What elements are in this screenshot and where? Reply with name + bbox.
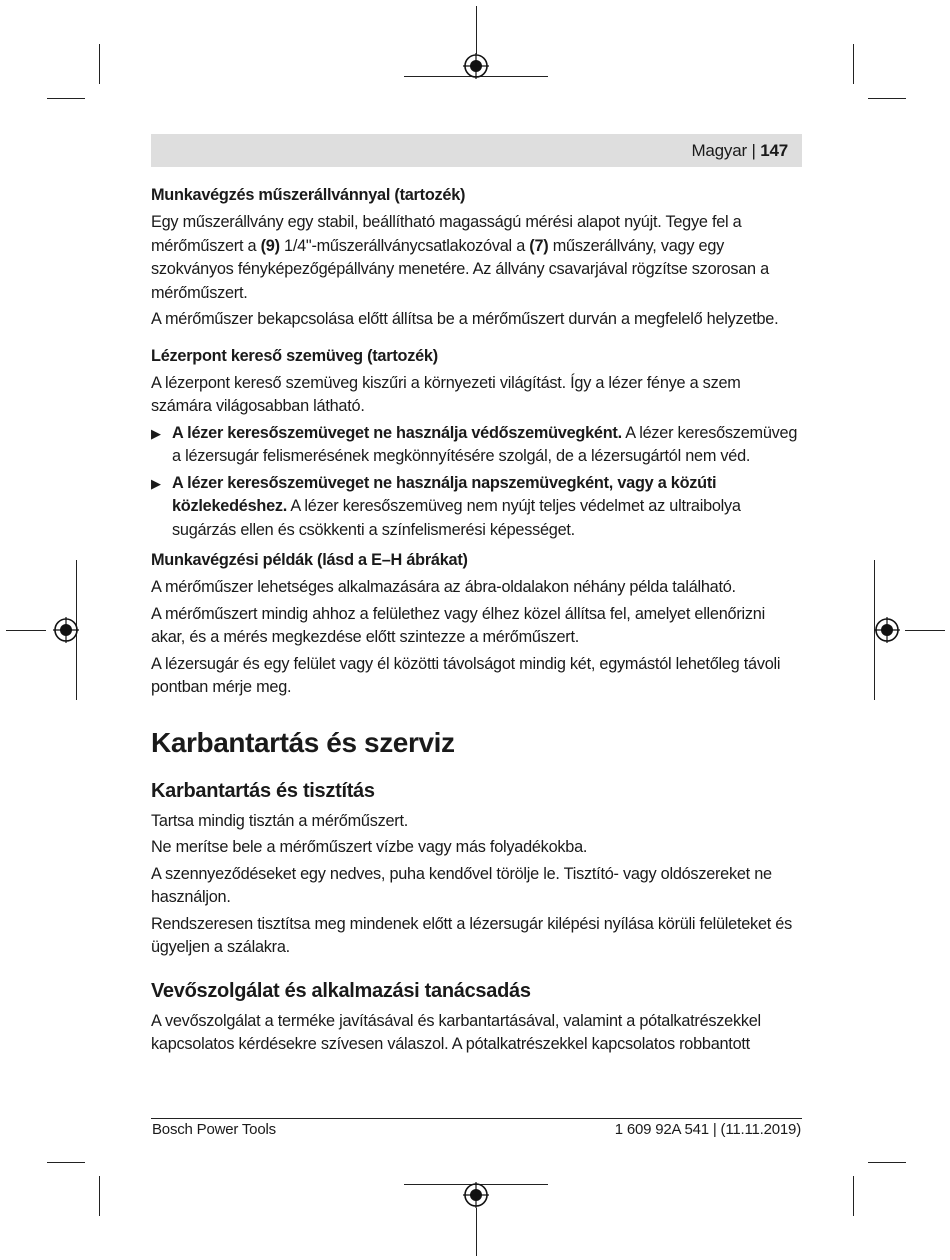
header-language: Magyar bbox=[691, 141, 747, 160]
section-title-examples: Munkavégzési példák (lásd a E–H ábrákat) bbox=[151, 551, 468, 569]
cleaning-paragraph-1: Tartsa mindig tisztán a mérőműszert. bbox=[151, 811, 409, 830]
registration-mark-icon bbox=[463, 53, 489, 79]
tripod-paragraph-1: Egy műszerállvány egy stabil, beállítható magasságú mérési alapot nyújt. Tegye fel a mérőműszert a (9) 1/4"-műszerállványcsatlakozóval a (7) műszerállvány, vagy egy szokványos fényképezőgépállvány menetére. Az állvány csavarjával rögzítse szorosan a mérőműszert. bbox=[151, 213, 769, 302]
crop-mark bbox=[905, 630, 945, 631]
crop-mark bbox=[476, 6, 477, 54]
warning-bullet-1: ▶ A lézer keresőszemüveget ne használja védőszemüvegként. A lézer keresőszemüveg a lézersugár felismerésének megkönnyítésére szolgál, de a lézersugártól nem véd. bbox=[151, 423, 798, 465]
registration-mark-icon bbox=[874, 617, 900, 643]
bullet-triangle-icon: ▶ bbox=[151, 475, 161, 491]
section-title-glasses: Lézerpont kereső szemüveg (tartozék) bbox=[151, 346, 438, 365]
page-number: 147 bbox=[760, 141, 788, 160]
bullet-triangle-icon: ▶ bbox=[151, 425, 161, 441]
section-title-tripod: Munkavégzés műszerállvánnyal (tartozék) bbox=[151, 186, 466, 204]
crop-mark bbox=[476, 1208, 477, 1256]
reference-7: (7) bbox=[529, 236, 549, 255]
examples-paragraph-1: A mérőműszer lehetséges alkalmazására az ábra-oldalakon néhány példa található. bbox=[151, 578, 736, 596]
footer-brand: Bosch Power Tools bbox=[152, 1121, 276, 1138]
crop-mark bbox=[868, 1162, 906, 1163]
page-content bbox=[151, 183, 802, 1060]
crop-mark bbox=[47, 98, 85, 99]
service-paragraph-1: A vevőszolgálat a terméke javításával és karbantartásával, valamint a pótalkatrészekkel kapcsolatos kérdésekre szívesen válaszol. A pótalkatrészekkel kapcsolatos robbantott bbox=[151, 1011, 761, 1053]
footer-rule bbox=[151, 1118, 802, 1119]
examples-paragraph-2: A mérőműszert mindig ahhoz a felülethez vagy élhez közel állítsa fel, amelyet ellenőrizni akar, és a mérés megkezdése előtt szintezze a mérőműszert. bbox=[151, 604, 765, 646]
crop-mark bbox=[6, 630, 46, 631]
glasses-paragraph-1: A lézerpont kereső szemüveg kiszűri a környezeti világítást. Így a lézer fénye a szem számára világosabban látható. bbox=[151, 373, 741, 415]
registration-mark-icon bbox=[53, 617, 79, 643]
header-separator: | bbox=[751, 141, 756, 160]
chapter-heading: Karbantartás és szerviz bbox=[151, 726, 455, 758]
crop-mark bbox=[47, 1162, 85, 1163]
cleaning-paragraph-3: A szennyeződéseket egy nedves, puha kendővel törölje le. Tisztító- vagy oldószereket ne használjon. bbox=[151, 864, 772, 906]
reference-9: (9) bbox=[260, 236, 280, 255]
crop-mark bbox=[99, 44, 100, 84]
crop-mark bbox=[853, 44, 854, 84]
cleaning-paragraph-4: Rendszeresen tisztítsa meg mindenek előtt a lézersugár kilépési nyílása körüli felületeket és ügyeljen a szálakra. bbox=[151, 914, 792, 956]
cleaning-paragraph-2: Ne merítse bele a mérőműszert vízbe vagy más folyadékokba. bbox=[151, 838, 588, 856]
header-label bbox=[691, 141, 788, 161]
running-header bbox=[151, 134, 802, 167]
warning-bullet-2: ▶ A lézer keresőszemüveget ne használja napszemüvegként, vagy a közúti közlekedéshez. A lézer keresőszemüveg nem nyújt teljes védelmet az ultraibolya sugárzás ellen és csökkenti a színfelismerési képességet. bbox=[151, 473, 741, 539]
examples-paragraph-3: A lézersugár és egy felület vagy él közötti távolságot mindig két, egymástól lehetőleg távoli pontban mérje meg. bbox=[151, 654, 781, 696]
tripod-paragraph-2: A mérőműszer bekapcsolása előtt állítsa be a mérőműszert durván a megfelelő helyzetbe. bbox=[151, 310, 779, 328]
footer-document-reference: 1 609 92A 541 | (11.11.2019) bbox=[614, 1121, 801, 1138]
section-title-cleaning: Karbantartás és tisztítás bbox=[151, 779, 375, 802]
crop-mark bbox=[853, 1176, 854, 1216]
registration-mark-icon bbox=[463, 1182, 489, 1208]
section-title-service: Vevőszolgálat és alkalmazási tanácsadás bbox=[151, 979, 531, 1002]
crop-mark bbox=[868, 98, 906, 99]
crop-mark bbox=[99, 1176, 100, 1216]
